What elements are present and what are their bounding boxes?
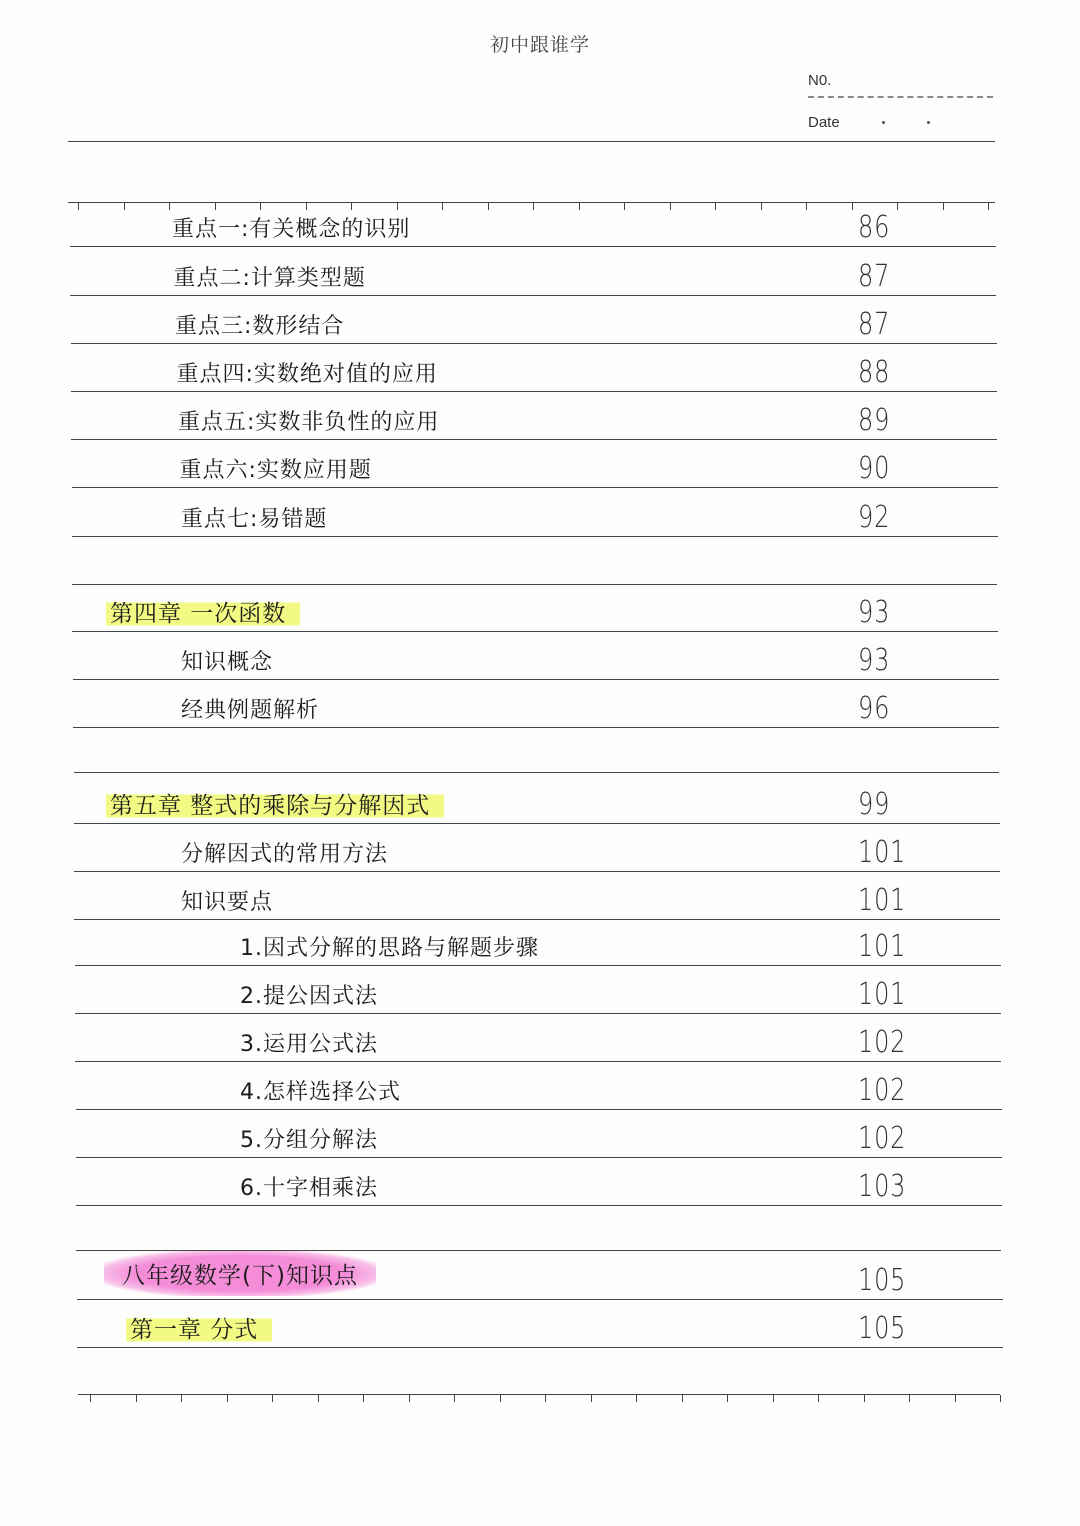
- ruler-tick: [897, 203, 898, 210]
- page-number: 99: [858, 787, 891, 822]
- ruler-tick: [454, 1395, 455, 1402]
- toc-entry: [0, 296, 1080, 344]
- ruled-line: [73, 727, 999, 728]
- entry-title: 重点三:数形结合: [175, 314, 345, 339]
- toc-entry: [0, 440, 1080, 488]
- chapter-title: 第五章 整式的乘除与分解因式: [106, 787, 444, 820]
- toc-entry: [0, 1158, 1080, 1206]
- date-separator-dot: [882, 121, 885, 124]
- ruler-tick: [318, 1395, 319, 1402]
- ruler-tick: [1000, 1395, 1001, 1402]
- page-number: 101: [858, 977, 907, 1012]
- separator-line: [72, 584, 997, 585]
- page-number: 93: [858, 595, 891, 630]
- ruler-tick: [773, 1395, 774, 1402]
- entry-title: 5.分组分解法: [240, 1128, 378, 1153]
- entry-title: 3.运用公式法: [240, 1032, 378, 1057]
- toc-entry: [0, 1014, 1080, 1062]
- toc-entry: [0, 824, 1080, 872]
- ruler-tick: [852, 203, 853, 210]
- entry-title: 6.十字相乘法: [240, 1176, 378, 1201]
- ruler-tick: [397, 203, 398, 210]
- ruler-tick: [591, 1395, 592, 1402]
- ruler-tick: [442, 203, 443, 210]
- toc-entry: [0, 248, 1080, 296]
- toc-entry: [0, 344, 1080, 392]
- ruler-tick: [806, 203, 807, 210]
- page-number: 105: [858, 1263, 907, 1298]
- page-number: 101: [858, 929, 907, 964]
- ruler-tick: [909, 1395, 910, 1402]
- ruler-tick: [943, 203, 944, 210]
- entry-title: 重点五:实数非负性的应用: [178, 410, 440, 435]
- entry-title: 2.提公因式法: [240, 984, 378, 1009]
- ruler-tick: [500, 1395, 501, 1402]
- ruler-tick: [545, 1395, 546, 1402]
- page-number: 88: [858, 355, 891, 390]
- entry-title: 重点六:实数应用题: [179, 458, 372, 483]
- page-number: 87: [858, 307, 891, 342]
- ruler-tick: [988, 203, 989, 210]
- page-number: 101: [858, 835, 907, 870]
- page-number: 96: [858, 691, 891, 726]
- ruler-tick: [715, 203, 716, 210]
- toc-entry: [0, 199, 1080, 247]
- toc-entry: [0, 489, 1080, 537]
- toc-entry: [0, 872, 1080, 920]
- ruled-line: [77, 1347, 1003, 1348]
- watermark: 初中跟谁学: [489, 34, 590, 56]
- entry-title: 知识要点: [181, 890, 274, 915]
- entry-title: 知识概念: [181, 650, 274, 675]
- chapter-title: 第四章 一次函数: [106, 595, 300, 628]
- toc-entry: [0, 392, 1080, 440]
- page-number: 87: [858, 259, 891, 294]
- toc-entry: [0, 1300, 1080, 1348]
- toc-entry: [0, 918, 1080, 966]
- toc-entry: [0, 632, 1080, 680]
- page-number: 102: [858, 1073, 907, 1108]
- ruler-tick: [306, 203, 307, 210]
- ruler-tick: [363, 1395, 364, 1402]
- ruler-tick: [579, 203, 580, 210]
- ruler-tick: [761, 203, 762, 210]
- toc-entry: [0, 680, 1080, 728]
- entry-title: 分解因式的常用方法: [181, 842, 389, 867]
- separator-line: [74, 772, 999, 773]
- entry-title: 重点四:实数绝对值的应用: [176, 362, 438, 387]
- page-number: 92: [858, 500, 891, 535]
- ruler-tick: [409, 1395, 410, 1402]
- entry-title: 重点七:易错题: [181, 507, 328, 532]
- ruler-tick: [90, 1395, 91, 1402]
- ruler-tick: [533, 203, 534, 210]
- toc-entry: [0, 1252, 1080, 1300]
- ruler-tick: [351, 203, 352, 210]
- entry-title: 重点二:计算类型题: [173, 266, 366, 291]
- ruled-line: [72, 536, 998, 537]
- no-field-line: [808, 96, 993, 98]
- ruler-tick: [636, 1395, 637, 1402]
- toc-entry: [0, 776, 1080, 824]
- page-number: 89: [858, 403, 891, 438]
- ruler-tick: [488, 203, 489, 210]
- ruler-tick: [169, 203, 170, 210]
- toc-entry: [0, 584, 1080, 632]
- ruled-line: [72, 487, 998, 488]
- ruler-tick: [818, 1395, 819, 1402]
- page-number: 93: [858, 643, 891, 678]
- entry-title: 重点一:有关概念的识别: [172, 217, 411, 242]
- section-title: 八年级数学(下)知识点: [104, 1251, 376, 1296]
- ruler-tick: [955, 1395, 956, 1402]
- entry-title: 4.怎样选择公式: [240, 1080, 401, 1105]
- ruler-tick: [727, 1395, 728, 1402]
- ruler-tick: [181, 1395, 182, 1402]
- header-rule: [68, 141, 995, 142]
- no-label: N0.: [808, 72, 832, 89]
- toc-entry: [0, 1062, 1080, 1110]
- entry-title: 1.因式分解的思路与解题步骤: [240, 936, 539, 961]
- page-number: 103: [858, 1169, 907, 1204]
- separator-line: [76, 1250, 1001, 1251]
- page-number: 102: [858, 1121, 907, 1156]
- page-number: 86: [858, 210, 891, 245]
- ruler-tick: [78, 203, 79, 210]
- ruler-tick: [624, 203, 625, 210]
- page-number: 90: [858, 451, 891, 486]
- ruler-tick: [227, 1395, 228, 1402]
- page-number: 102: [858, 1025, 907, 1060]
- ruler-tick: [136, 1395, 137, 1402]
- ruler-tick: [864, 1395, 865, 1402]
- entry-title: 经典例题解析: [181, 698, 320, 723]
- ruler-tick: [272, 1395, 273, 1402]
- page-number: 101: [858, 883, 907, 918]
- toc-entry: [0, 1110, 1080, 1158]
- date-label: Date: [808, 114, 840, 131]
- date-separator-dot: [927, 121, 930, 124]
- ruler-tick: [670, 203, 671, 210]
- ruled-line: [76, 1205, 1002, 1206]
- ruled-line: [70, 246, 996, 247]
- ruler-tick: [260, 203, 261, 210]
- toc-entry: [0, 966, 1080, 1014]
- chapter-title: 第一章 分式: [126, 1311, 272, 1344]
- ruler-tick: [682, 1395, 683, 1402]
- ruler-tick: [124, 203, 125, 210]
- page-number: 105: [858, 1311, 907, 1346]
- ruler-tick: [215, 203, 216, 210]
- bottom-ruler: [78, 1394, 1000, 1395]
